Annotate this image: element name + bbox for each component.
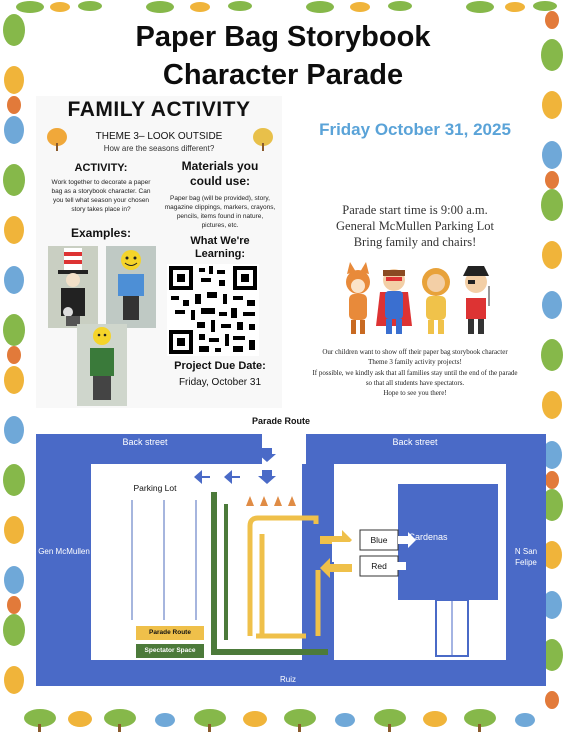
title-line-2: Character Parade — [162, 59, 404, 91]
bring-note: Bring family and chairs! — [353, 235, 477, 249]
start-time: Parade start time is 9:00 a.m. — [342, 203, 488, 217]
parade-route-map — [36, 430, 546, 692]
event-date: Friday October 31, 2025 — [319, 120, 511, 139]
ruiz-label: Ruiz — [279, 675, 296, 684]
message-line-3: If possible, we kindly ask that all families stay until the end of the parade — [312, 369, 518, 377]
due-date: Friday, October 31 — [178, 377, 262, 388]
due-date-heading: Project Due Date: — [174, 360, 266, 372]
message-line-2: Theme 3 family activity projects! — [368, 358, 462, 366]
costumed-kids-illustration — [338, 260, 498, 340]
activity-heading: ACTIVITY: — [74, 162, 128, 174]
legend-spectator-label: Spectator Space — [144, 647, 196, 654]
message-line-1: Our children want to show off their paper bag storybook character — [322, 348, 508, 356]
tree-border-top — [0, 0, 566, 14]
parking-lot-label: Parking Lot — [133, 483, 177, 493]
materials-heading: Materials you could use: — [181, 159, 259, 188]
gen-mcmullen-label: Gen McMullen — [38, 547, 90, 556]
example-photo-cat-in-hat — [48, 246, 98, 328]
tree-border-left — [0, 0, 28, 732]
flyer-heading: FAMILY ACTIVITY — [67, 98, 251, 121]
flyer-question: How are the seasons different? — [103, 144, 215, 153]
location: General McMullen Parking Lot — [336, 219, 494, 233]
gen-mcmullen-street — [36, 434, 91, 684]
cardenas-label: Cardenas — [408, 532, 448, 542]
materials-text: Paper bag (will be provided), story, magazine clippings, markers, crayons, pencils, items found in nature, pictures, etc. — [164, 195, 276, 229]
family-activity-flyer — [36, 96, 282, 408]
n-san-felipe-label: N San Felipe — [514, 547, 538, 567]
flyer-theme: THEME 3– LOOK OUTSIDE — [95, 131, 223, 142]
activity-text: Work together to decorate a paper bag as a storybook character. Can you tell what season your chosen story takes place in? — [51, 179, 151, 213]
example-photo-green-bag — [77, 324, 127, 406]
example-photo-blue-bag — [106, 246, 156, 328]
map-title: Parade Route — [251, 416, 311, 426]
blue-label: Blue — [370, 535, 388, 545]
legend-route-label: Parade Route — [149, 629, 191, 636]
qr-code[interactable] — [167, 264, 259, 356]
examples-heading: Examples: — [70, 226, 132, 240]
message-line-5: Hope to see you there! — [383, 389, 447, 397]
back-street-right-label: Back street — [392, 437, 438, 447]
red-label: Red — [371, 561, 387, 571]
learning-heading: What We're Learning: — [190, 235, 250, 260]
tree-border-bottom — [0, 708, 566, 732]
title-line-1: Paper Bag Storybook — [135, 21, 431, 53]
message-line-4: so that all students have spectators. — [365, 379, 465, 387]
back-street-left-label: Back street — [122, 437, 168, 447]
